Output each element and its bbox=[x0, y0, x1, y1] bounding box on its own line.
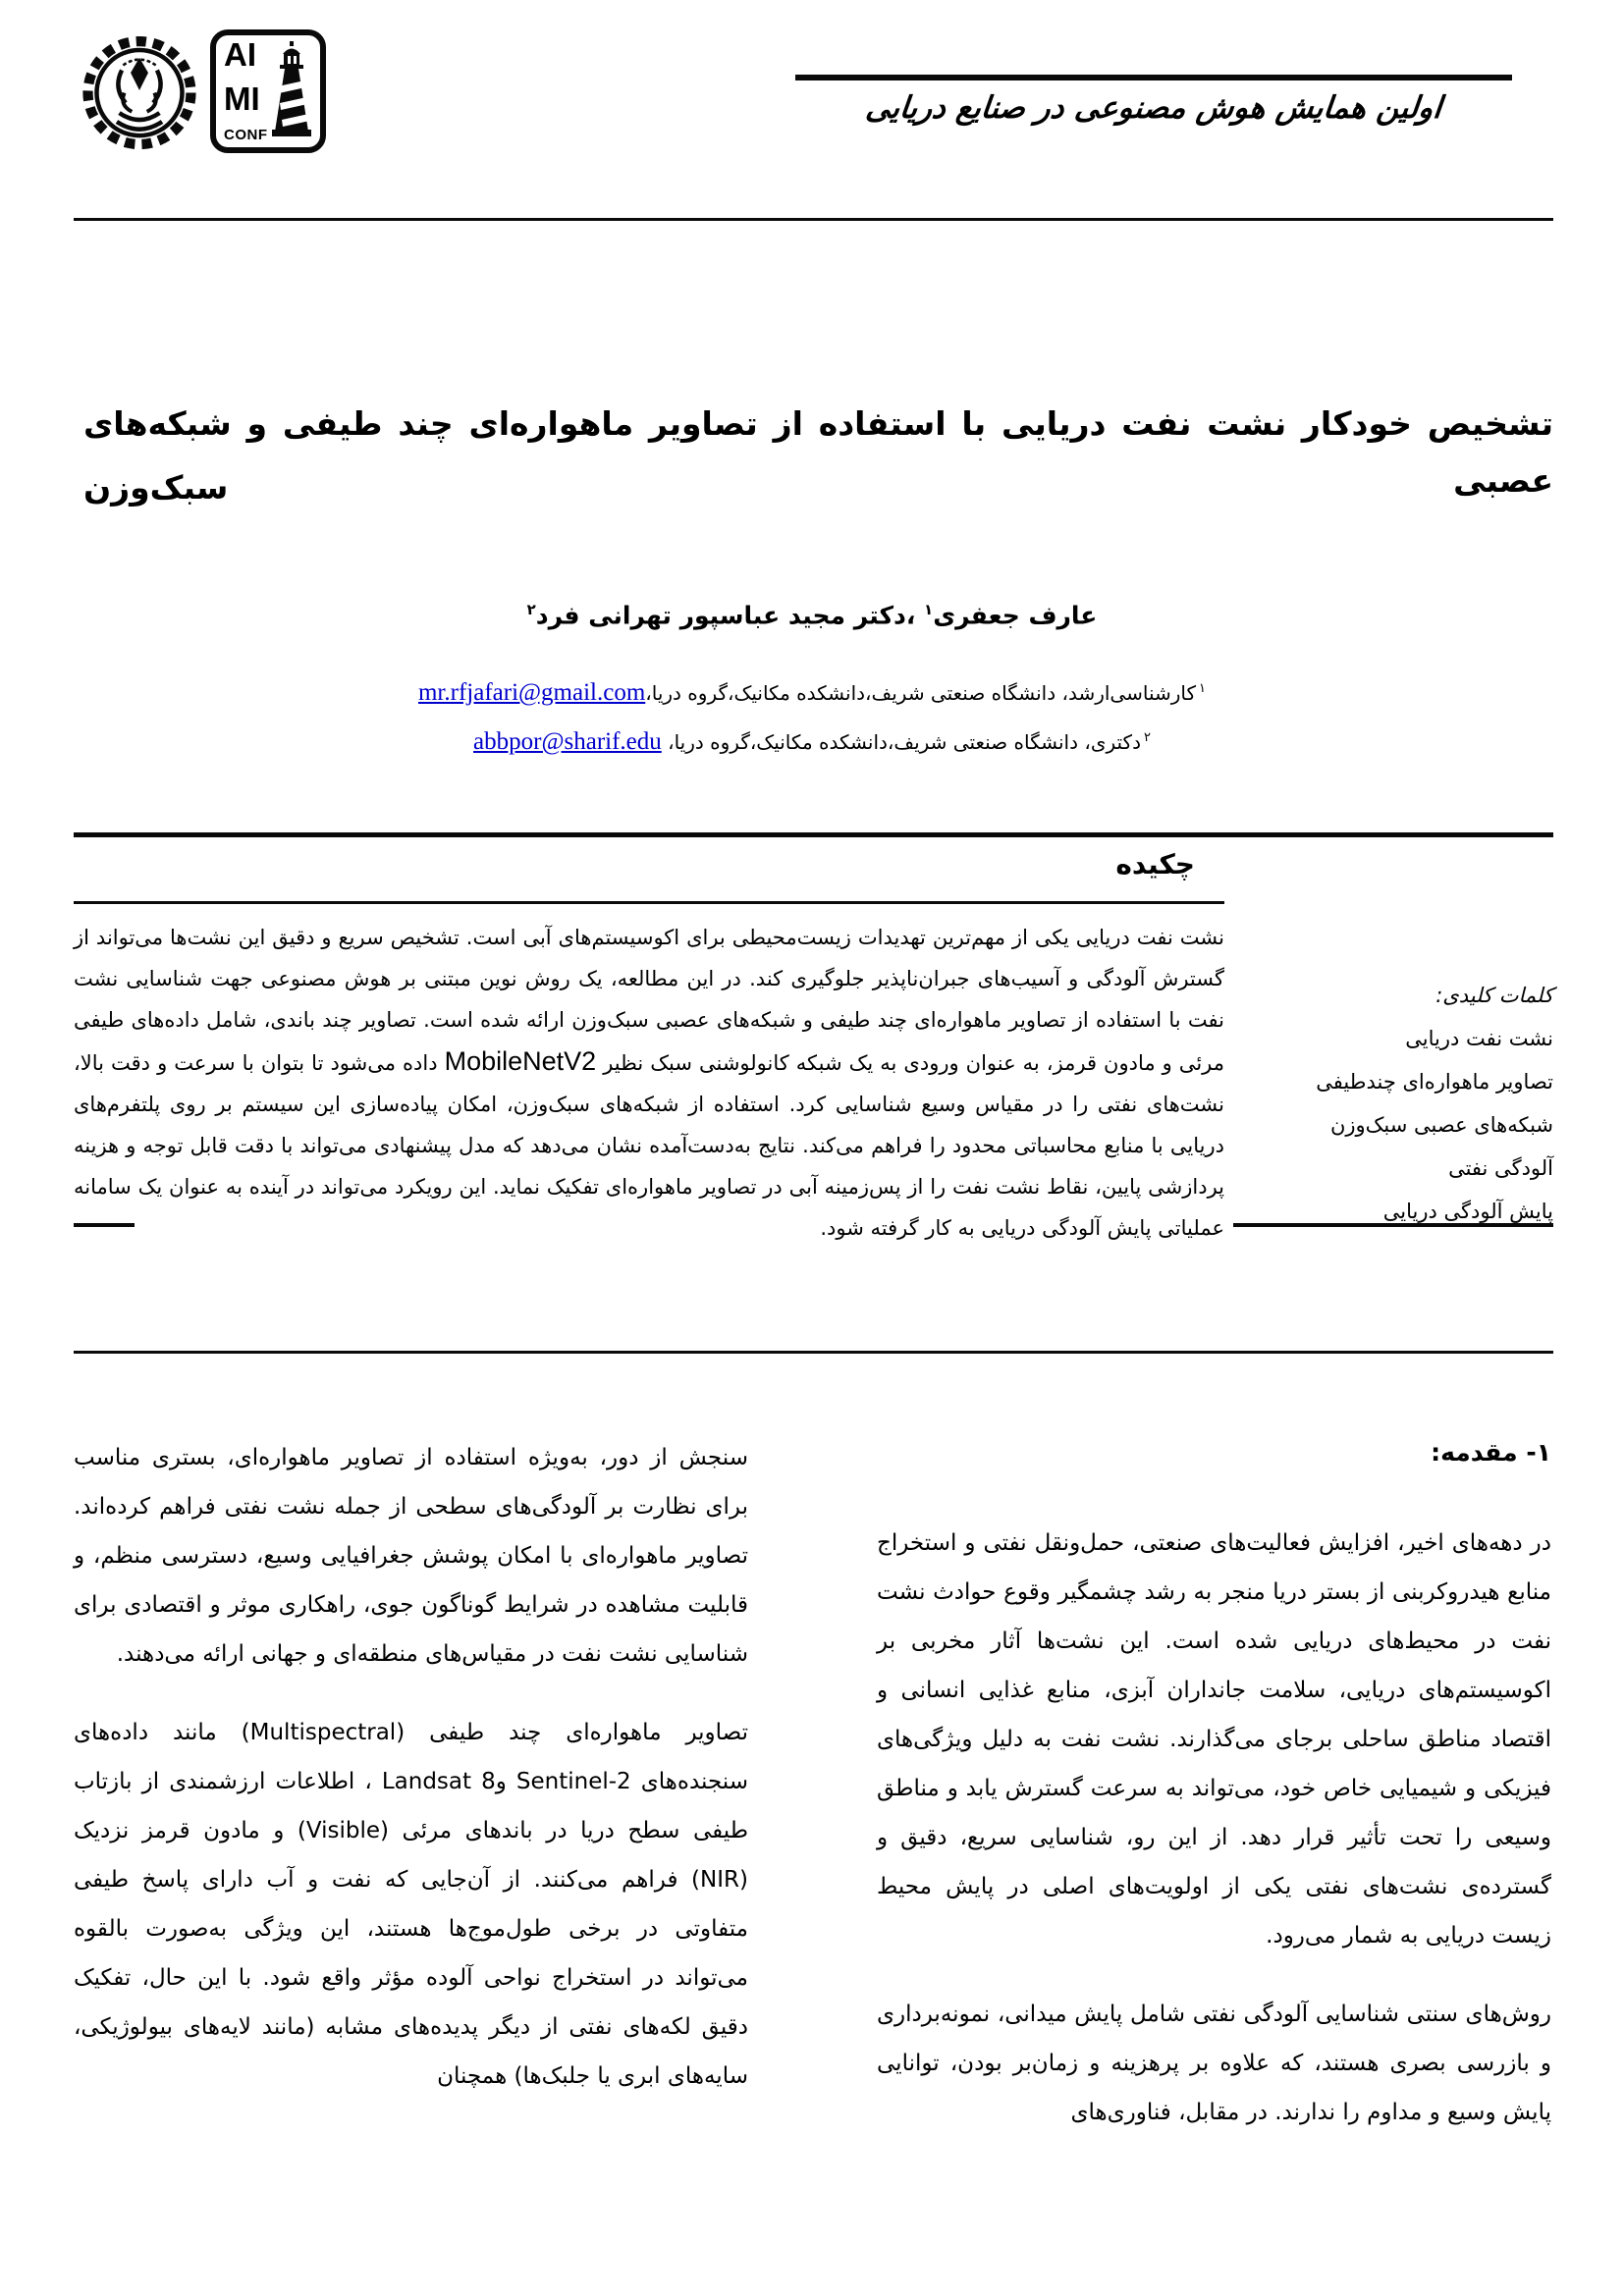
keywords-bottom-rule bbox=[1233, 1223, 1553, 1227]
paper-title-line2: سبک‌وزن bbox=[83, 468, 229, 507]
body-column-left bbox=[74, 1433, 748, 2130]
header-bottom-rule bbox=[74, 218, 1553, 221]
conference-name: اولین همایش هوش مصنوعی در صنایع دریایی bbox=[863, 90, 1444, 126]
model-name-mobilenetv2: MobileNetV2 bbox=[444, 1046, 597, 1076]
body-divider-rule bbox=[74, 1351, 1553, 1354]
abstract-text-after-model: داده می‌شود تا بتوان با سرعت و دقت بالا، نشت‌های نفتی را در مقیاس وسیع شناسایی کرد. استفاده از شبکه‌های سبک‌وزن، امکان پیاده‌سازی این سیستم بر روی پلتفرم‌های دریایی با منابع محاسباتی محدود را فراهم می‌کند. نتایج به‌دست‌آمده نشان می‌دهد که مدل پیشنهادی می‌تواند با دقت قابل توجه و هزینه پردازشی پایین، نقاط نشت نفت را از پس‌زمینه آبی در تصاویر ماهواره‌ای تفکیک نماید. این رویکرد می‌تواند در آینده به عنوان یک سامانه عملیاتی پایش آلودگی دریایی به کار گرفته شود. bbox=[74, 1051, 1224, 1240]
author-1-email-link[interactable]: mr.rfjafari@gmail.com bbox=[417, 679, 646, 706]
section-1-heading: ۱- مقدمه: bbox=[1431, 1438, 1551, 1467]
body-column-right bbox=[877, 1428, 1551, 2166]
keyword-item: شبکه‌های عصبی سبک‌وزن bbox=[1329, 1113, 1553, 1137]
author-2-email-link[interactable]: abbpor@sharif.edu bbox=[473, 728, 662, 755]
affiliation-2 bbox=[0, 728, 1624, 756]
aimi-logo-line3: CONF bbox=[224, 127, 268, 143]
aimi-logo-text bbox=[224, 36, 268, 143]
affiliation-1 bbox=[0, 679, 1624, 707]
intro-paragraph-1: در دهه‌های اخیر، افزایش فعالیت‌های صنعتی، حمل‌ونقل نفتی و استخراج منابع هیدروکربنی از بستر دریا منجر به رشد چشمگیر وقوع حوادث نشت نفت در محیط‌های دریایی شده است. این نشت‌ها آثار مخربی بر اکوسیستم‌های دریایی، سلامت جانداران آبزی، منابع غذایی انسانی و اقتصاد مناطق ساحلی برجای می‌گذارند. نشت نفت به دلیل ویژگی‌های فیزیکی و شیمیایی خاص خود، می‌تواند به سرعت گسترش یابد و مناطق وسیعی را تحت تأثیر قرار دهد. از این رو، شناسایی سریع، دقیق و گسترده‌ی نشت‌های نفتی یکی از اولویت‌های اصلی در پایش محیط زیست دریایی به شمار می‌رود. bbox=[877, 1530, 1551, 1949]
intro-paragraph-2: روش‌های سنتی شناسایی آلودگی نفتی شامل پایش میدانی، نمونه‌برداری و بازرسی بصری هستند، که علاوه بر پرهزینه و زمان‌بر بودن، توانایی پایش وسیع و مداوم را ندارند. در مقابل، فناوری‌های bbox=[877, 2002, 1551, 2125]
keyword-item: آلودگی نفتی bbox=[1448, 1156, 1553, 1180]
affiliation-1-superscript: ۱ bbox=[1199, 681, 1207, 697]
abstract-heading-rule bbox=[74, 901, 1224, 904]
aimi-logo-line2: MI bbox=[224, 80, 260, 117]
keyword-item: پایش آلودگی دریایی bbox=[1382, 1200, 1553, 1223]
authors-line bbox=[0, 601, 1624, 629]
lighthouse-icon bbox=[270, 39, 313, 141]
aimi-conference-logo bbox=[210, 29, 326, 153]
abstract-body bbox=[74, 917, 1224, 1249]
author-1-superscript: ۱ bbox=[924, 601, 934, 618]
affiliation-1-text: کارشناسی‌ارشد، دانشگاه صنعتی شریف،دانشکده مکانیک،گروه دریا، bbox=[645, 681, 1197, 705]
keyword-item: تصاویر ماهواره‌ای چندطیفی bbox=[1316, 1070, 1553, 1094]
abstract-heading: چکیده bbox=[1115, 848, 1195, 881]
paper-title-line1: تشخیص خودکار نشت نفت دریایی با استفاده از تصاویر ماهواره‌ای چند طیفی و شبکه‌های عصبی bbox=[83, 404, 1553, 500]
sharif-university-logo bbox=[77, 20, 202, 161]
author-1: عارف جعفری bbox=[933, 601, 1098, 630]
keywords-block bbox=[1227, 974, 1553, 1233]
author-2-superscript: ۲ bbox=[526, 601, 536, 618]
header-top-rule bbox=[795, 75, 1512, 80]
authors-separator: ، bbox=[905, 601, 925, 630]
aimi-logo-line1: AI bbox=[224, 36, 256, 73]
abstract-bottom-left-stub-rule bbox=[74, 1223, 135, 1227]
multispectral-paragraph: تصاویر ماهواره‌ای چند طیفی (Multispectral) مانند داده‌های سنجنده‌های Sentinel-2 وLandsat 8 ، اطلاعات ارزشمندی از بازتاب طیفی سطح دریا در باندهای مرئی (Visible) و مادون قرمز نزدیک (NIR) فراهم می‌کنند. از آن‌جایی که نفت و آب دارای پاسخ طیفی متفاوتی در برخی طول‌موج‌ها هستند، این ویژگی به‌صورت بالقوه می‌تواند در استخراج نواحی آلوده مؤثر واقع شود. با این حال، تفکیک دقیق لکه‌های نفتی از دیگر پدیده‌های مشابه (مانند لایه‌های بیولوژیکی، سایه‌های ابری یا جلبک‌ها) همچنان bbox=[74, 1720, 749, 2089]
abstract-top-rule bbox=[74, 832, 1553, 837]
keywords-heading: کلمات کلیدی: bbox=[1435, 984, 1553, 1007]
affiliation-2-superscript: ۲ bbox=[1143, 730, 1151, 746]
keyword-item: نشت نفت دریایی bbox=[1405, 1027, 1553, 1050]
abstract-text-before-model: نشت نفت دریایی یکی از مهم‌ترین تهدیدات زیست‌محیطی برای اکوسیستم‌های آبی است. تشخیص سریع و دقیق این نشت‌ها می‌تواند از گسترش آلودگی و آسیب‌های جبران‌ناپذیر جلوگیری کند. در این مطالعه، یک روش نوین مبتنی بر هوش مصنوعی جهت شناسایی نشت نفت با استفاده از تصاویر ماهواره‌ای چند طیفی و شبکه‌های عصبی سبک‌وزن ارائه شده است. تصاویر چند باندی، شامل داده‌های طیفی مرئی و مادون قرمز، به عنوان ورودی به یک شبکه کانولوشنی سبک نظیر bbox=[74, 926, 1224, 1075]
tulip-emblem bbox=[131, 58, 148, 90]
author-2: دکتر مجید عباسپور تهرانی فرد bbox=[535, 601, 906, 630]
remote-sensing-paragraph: سنجش از دور، به‌ویژه استفاده از تصاویر ماهواره‌ای، بستری مناسب برای نظارت بر آلودگی‌های سطحی از جمله نشت نفتی فراهم کرده‌اند. تصاویر ماهواره‌ای با امکان پوشش جغرافیایی وسیع، دسترسی منظم، و قابلیت مشاهده در شرایط گوناگون جوی، راهکاری موثر و اقتصادی برای شناسایی نشت نفت در مقیاس‌های منطقه‌ای و جهانی ارائه می‌دهند. bbox=[74, 1445, 748, 1667]
affiliation-2-text: دکتری، دانشگاه صنعتی شریف،دانشکده مکانیک،گروه دریا، bbox=[661, 730, 1141, 754]
